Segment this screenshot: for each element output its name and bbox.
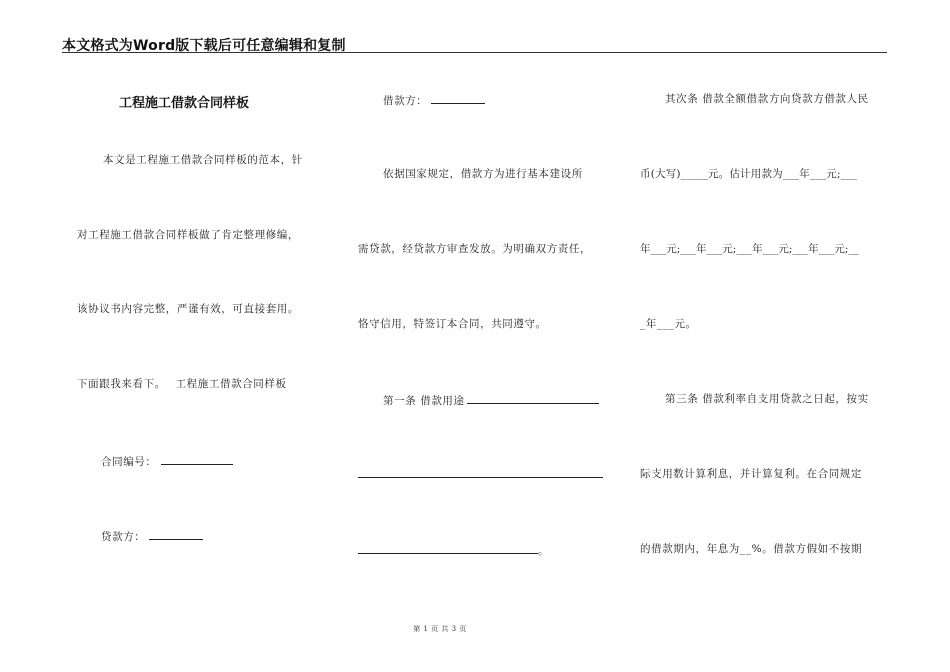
loan-purpose-blank: [467, 392, 599, 404]
loan-purpose-blank-line: [358, 477, 603, 478]
borrower-field: [383, 92, 485, 108]
contract-number-label: 合同编号：: [101, 456, 157, 468]
loan-purpose-period: 。: [538, 545, 550, 557]
loan-purpose-end: [358, 542, 549, 558]
lender-label: 贷款方：: [101, 531, 146, 543]
paragraph-line: _年___元。: [640, 318, 697, 330]
paragraph-line: 的借款期内，年息为__%。借款方假如不按期: [640, 543, 863, 555]
paragraph-line: 其次条 借款全额借款方向贷款方借款人民: [665, 93, 869, 105]
contract-number-field: [101, 453, 233, 469]
document-title: 工程施工借款合同样板: [119, 96, 250, 111]
loan-purpose-label: 第一条 借款用途: [383, 395, 465, 407]
paragraph-line: 下面跟我来看下。 工程施工借款合同样板: [77, 378, 287, 390]
contract-number-blank: [161, 453, 233, 465]
paragraph-line: 需贷款，经贷款方审查发放。为明确双方责任，: [358, 243, 592, 255]
header-divider: [62, 52, 887, 53]
loan-purpose-blank-line: [358, 542, 538, 554]
paragraph-line: 际支用数计算利息，并计算复利。在合同规定: [640, 468, 862, 480]
header-text: 本文格式为Word版下载后可任意编辑和复制: [62, 38, 346, 54]
paragraph-line: 币(大写)_____元。估计用款为___年___元;___: [640, 168, 858, 180]
page-number: 第 1 页 共 3 页: [413, 625, 467, 633]
paragraph-line: 对工程施工借款合同样板做了肯定整理修编，: [77, 229, 299, 241]
borrower-blank: [431, 92, 485, 104]
borrower-label: 借款方：: [383, 95, 428, 107]
paragraph-line: 本文是工程施工借款合同样板的范本，针: [103, 154, 303, 166]
paragraph-line: 依据国家规定，借款方为进行基本建设所: [383, 168, 583, 180]
paragraph-line: 年___元;___年___元;___年___元;___年___元;__: [640, 243, 859, 255]
lender-field: [101, 528, 203, 544]
paragraph-line: 该协议书内容完整，严谨有效，可直接套用。: [77, 303, 299, 315]
paragraph-line: 恪守信用，特签订本合同，共同遵守。: [358, 318, 547, 330]
loan-purpose-field: [383, 392, 599, 408]
lender-blank: [149, 528, 203, 540]
paragraph-line: 第三条 借款利率自支用贷款之日起，按实: [665, 393, 869, 405]
